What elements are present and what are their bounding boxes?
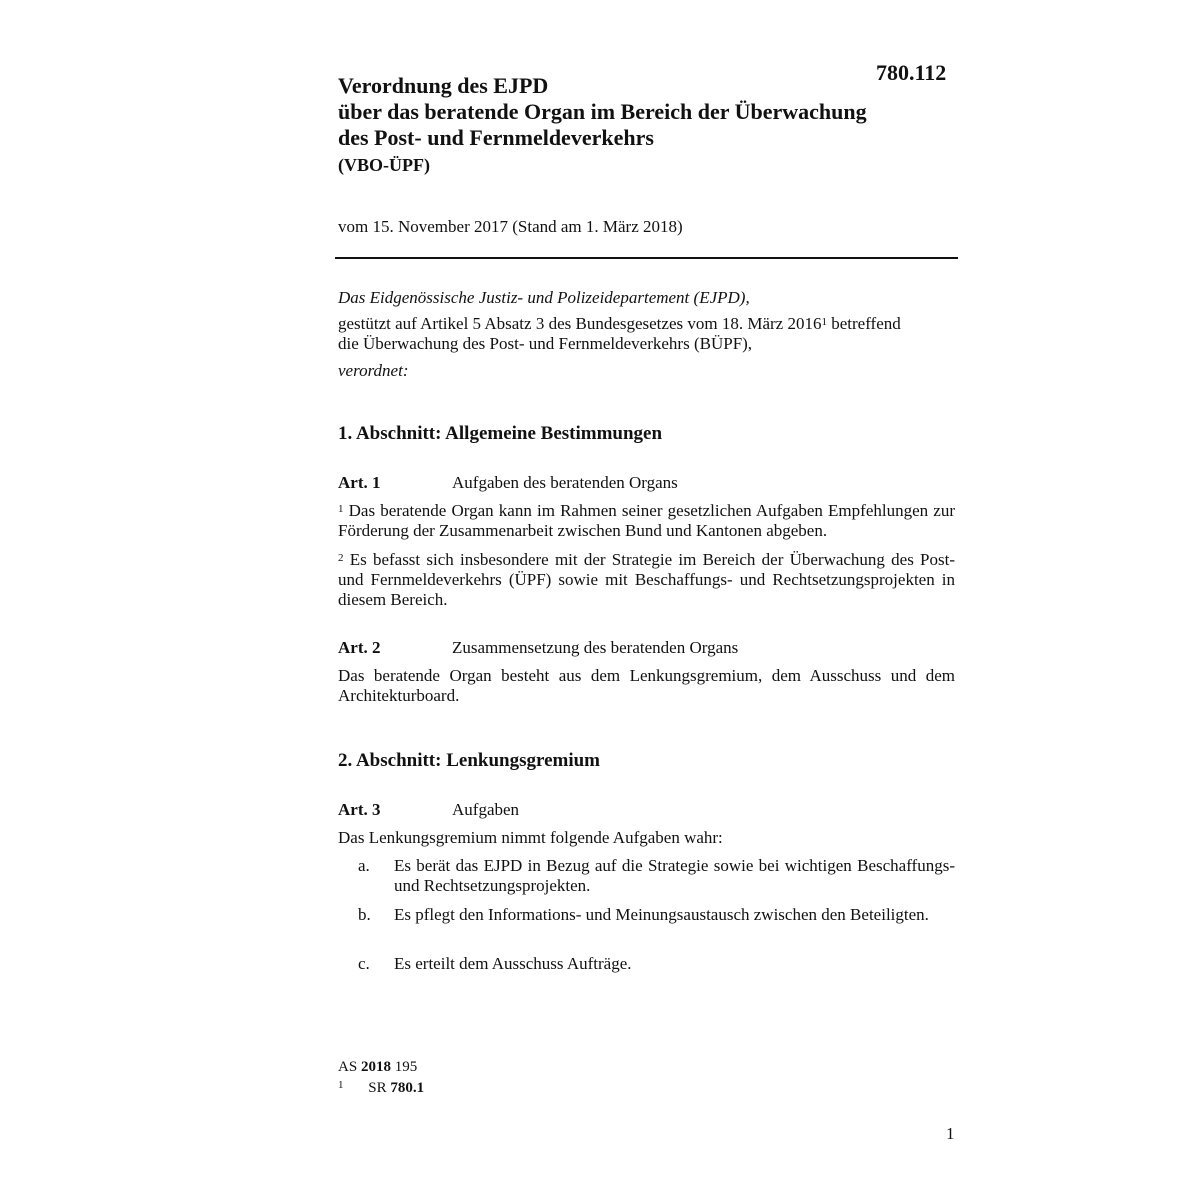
preamble-decree: verordnet: — [338, 361, 409, 380]
article-title: Aufgaben des beratenden Organs — [452, 473, 678, 492]
article-label: Art. 3 — [338, 800, 381, 819]
sr-prefix: SR — [368, 1080, 391, 1096]
article-paragraph — [338, 550, 955, 610]
section-heading: 2. Abschnitt: Lenkungsgremium — [338, 750, 601, 771]
official-compilation-ref — [338, 1059, 417, 1076]
sr-reference[interactable]: 780.1 — [390, 1080, 425, 1096]
article-text: Das beratende Organ besteht aus dem Lenkungsgremium, dem Ausschuss und dem Architekturboard. — [338, 666, 955, 705]
preamble-basis-text: betreffend — [826, 314, 901, 333]
paragraph-number: 2 — [338, 552, 344, 564]
article-intro: Das Lenkungsgremium nimmt folgende Aufgaben wahr: — [338, 828, 723, 847]
list-item: Es berät das EJPD in Bezug auf die Strategie sowie bei wichtigen Beschaffungs- und Rechtsetzungsprojekten. — [394, 856, 955, 895]
title-line: Verordnung des EJPD — [338, 73, 549, 98]
list-item-letter: c. — [358, 954, 370, 973]
title-line: über das beratende Organ im Bereich der Überwachung — [338, 99, 867, 124]
article-label: Art. 1 — [338, 473, 381, 492]
as-year: 2018 — [360, 1059, 391, 1075]
footnote — [338, 1080, 424, 1097]
paragraph-text: Es befasst sich insbesondere mit der Strategie im Bereich der Überwachung des Post- und Fernmeldeverkehrs (ÜPF) sowie mit Beschaffungs- und Rechtsetzungsprojekten in diesem Bereich. — [338, 550, 955, 609]
paragraph-number: 1 — [338, 503, 344, 515]
document-title — [338, 73, 958, 151]
footnote-ref[interactable]: 1 — [821, 316, 827, 328]
list-item-letter: b. — [358, 905, 371, 924]
sr-number: 780.112 — [876, 60, 947, 85]
header-divider — [335, 257, 958, 259]
article-title: Aufgaben — [452, 800, 520, 819]
preamble-basis-text: gestützt auf Artikel 5 Absatz 3 des Bundesgesetzes vom 18. März 2016 — [338, 314, 822, 333]
page-number: 1 — [946, 1124, 955, 1143]
list-item-letter: a. — [358, 856, 370, 875]
list-item: Es pflegt den Informations- und Meinungsaustausch zwischen den Beteiligten. — [394, 905, 929, 924]
list-item: Es erteilt dem Ausschuss Aufträge. — [394, 954, 632, 973]
title-abbreviation: (VBO-ÜPF) — [338, 155, 430, 175]
section-heading: 1. Abschnitt: Allgemeine Bestimmungen — [338, 423, 663, 444]
article-label: Art. 2 — [338, 638, 381, 657]
as-page: 195 — [390, 1059, 418, 1075]
article-paragraph — [338, 501, 955, 541]
document-date: vom 15. November 2017 (Stand am 1. März 2018) — [338, 217, 683, 236]
title-line: des Post- und Fernmeldeverkehrs — [338, 125, 654, 150]
article-title: Zusammensetzung des beratenden Organs — [452, 638, 739, 657]
footnote-number: 1 — [338, 1079, 344, 1091]
preamble-basis-line2: die Überwachung des Post- und Fernmeldeverkehrs (BÜPF), — [338, 334, 753, 353]
preamble-basis — [338, 314, 955, 334]
preamble-issuer: Das Eidgenössische Justiz- und Polizeidepartement (EJPD), — [338, 288, 750, 307]
paragraph-text: Das beratende Organ kann im Rahmen seiner gesetzlichen Aufgaben Empfehlungen zur Förderung der Zusammenarbeit zwischen Bund und Kantonen abgeben. — [338, 501, 955, 540]
as-prefix: AS — [338, 1059, 361, 1075]
